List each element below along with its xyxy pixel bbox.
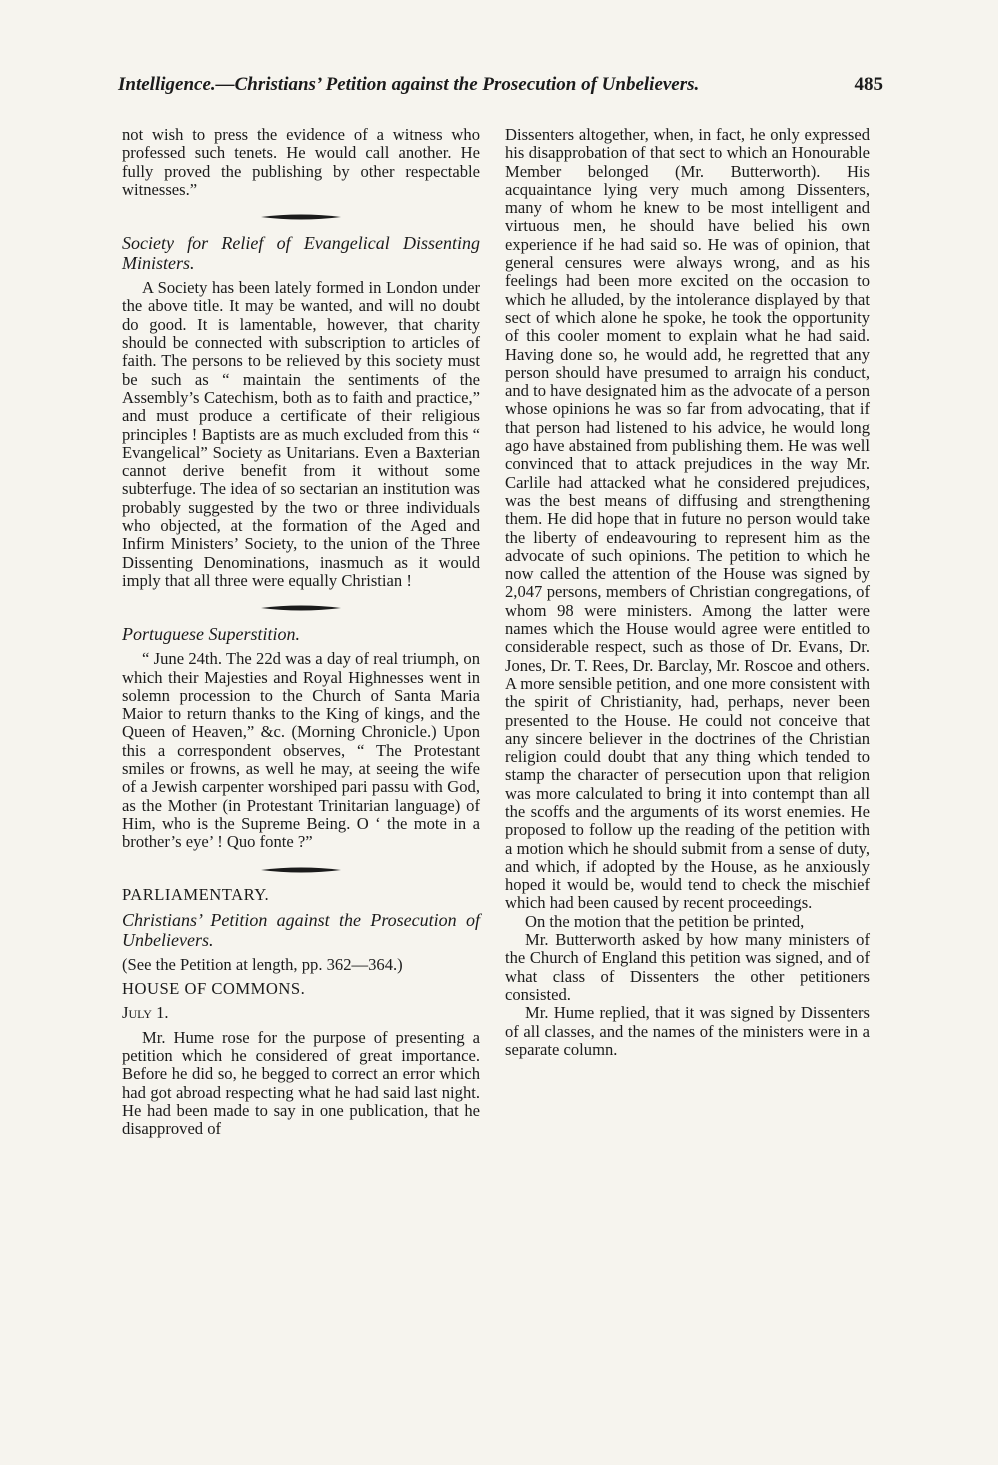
section-subheading-petition: Christians’ Petition against the Prosecution of Unbelievers. (122, 909, 480, 950)
right-column (505, 126, 870, 1059)
section-heading-society: Society for Relief of Evangelical Dissenting Ministers. (122, 233, 480, 274)
running-title: Intelligence.—Christians’ Petition against the Prosecution of Unbelievers. (118, 74, 700, 95)
page-number: 485 (854, 74, 883, 95)
left-column (122, 126, 480, 1138)
section-heading-parliamentary: PARLIAMENTARY. (122, 884, 270, 904)
continued-paragraph-right: Dissenters altogether, when, in fact, he only expressed his disapprobation of that sect to which an Honourable Member belonged (Mr. Butterworth). His acquaintance lying very much among Dissenters, many of whom he knew to be most intelligent and virtuous men, he should have belied his own experience if he had said so. He was of opinion, that general censures were always wrong, and as his feelings had been more excited on the occasion to which he alluded, by the intolerance displayed by that sect of which alone he spoke, he took the opportunity of this cooler moment to explain what he had said. Having done so, he would add, he regretted that any person should have presumed to arraign his conduct, and to have designated him as the advocate of a person whose opinions he was so far from advocating, that if that person had listened to his advice, he would long ago have abstained from publishing them. He was well convinced that to attack prejudices in the way Mr. Carlile had attacked what he considered prejudices, was the best means of diffusing and strengthening them. He did hope that in future no person would take the liberty of endeavouring to represent him as the advocate of such opinions. The petition to which he now called the attention of the House was signed by 2,047 persons, members of Christian congregations, of whom 98 were ministers. Among the latter were names which the House would agree were entitled to considerable respect, such as those of Dr. Evans, Dr. Jones, Dr. T. Rees, Dr. Barclay, Mr. Roscoe and others. A more sensible petition, and one more consistent with the spirit of Christianity, had, perhaps, never been presented to the House. He could not conceive that any sincere believer in the doctrines of the Christian religion could doubt that any thing which tended to stamp the character of persecution upon that religion was more calculated to bring it into contempt than all the scoffs and the arguments of its worst enemies. He proposed to follow up the reading of the petition with a motion which he should submit from a sense of duty, and which, if adopted by the House, as he anxiously hoped it would be, would tend to check the mischief which had been caused by recent proceedings. (505, 125, 870, 913)
section-body-portuguese: “ June 24th. The 22d was a day of real triumph, on which their Majesties and Royal Highnesses went in solemn procession to the Church of Santa Maria Maior to return thanks to the King of kings, and the Queen of Heaven,” &c. (Morning Chronicle.) Upon this a correspondent observes, “ The Protestant smiles or frowns, as well he may, at seeing the wife of a Jewish carpenter worshiped pari passu with God, as the Mother (in Protestant Trinitarian language) of Him, who is the Supreme Being. O ‘ the mote in a brother’s eye’ ! Quo fonte ?” (122, 649, 480, 852)
section-body-society: A Society has been lately formed in London under the above title. It may be wanted, and will no doubt do good. It is lamentable, however, that charity should be connected with subscription to articles of faith. The persons to be relieved by this society must be such as “ maintain the sentiments of the Assembly’s Catechism, both as to faith and practice,” and must produce a certificate of their religious principles ! Baptists are as much excluded from this “ Evangelical” Society as Unitarians. Even a Baxterian cannot derive benefit from it without some subterfuge. The idea of so sectarian an institution was probably suggested by the two or three individuals who objected, at the formation of the Aged and Infirm Ministers’ Society, to the union of the Three Dissenting Denominations, inasmuch as it would imply that all three were equally Christian ! (122, 278, 480, 590)
section-divider (261, 213, 341, 221)
section-body-commons: Mr. Hume rose for the purpose of presenting a petition which he considered of great importance. Before he did so, he begged to correct an error which had got abroad respecting what he had said last night. He had been made to say in one publication, that he disapproved of (122, 1027, 480, 1139)
hume-reply-paragraph: Mr. Hume replied, that it was signed by Dissenters of all classes, and the names of the ministers were in a separate column. (505, 1003, 870, 1059)
petition-note: (See the Petition at length, pp. 362—364.) (122, 954, 403, 974)
section-divider (261, 866, 341, 874)
running-header (118, 72, 883, 98)
house-heading: HOUSE OF COMMONS. (122, 979, 306, 999)
continued-paragraph: not wish to press the evidence of a witness who professed such tenets. He would call another. He fully proved the publishing by other respectable witnesses.” (122, 125, 480, 199)
motion-paragraph: On the motion that the petition be printed, (525, 911, 805, 931)
section-divider (261, 604, 341, 612)
date-heading: July 1. (122, 1003, 169, 1023)
section-heading-portuguese: Portuguese Superstition. (122, 624, 300, 645)
butterworth-paragraph: Mr. Butterworth asked by how many ministers of the Church of England this petition was signed, and of what class of Dissenters the other petitioners consisted. (505, 930, 870, 1004)
